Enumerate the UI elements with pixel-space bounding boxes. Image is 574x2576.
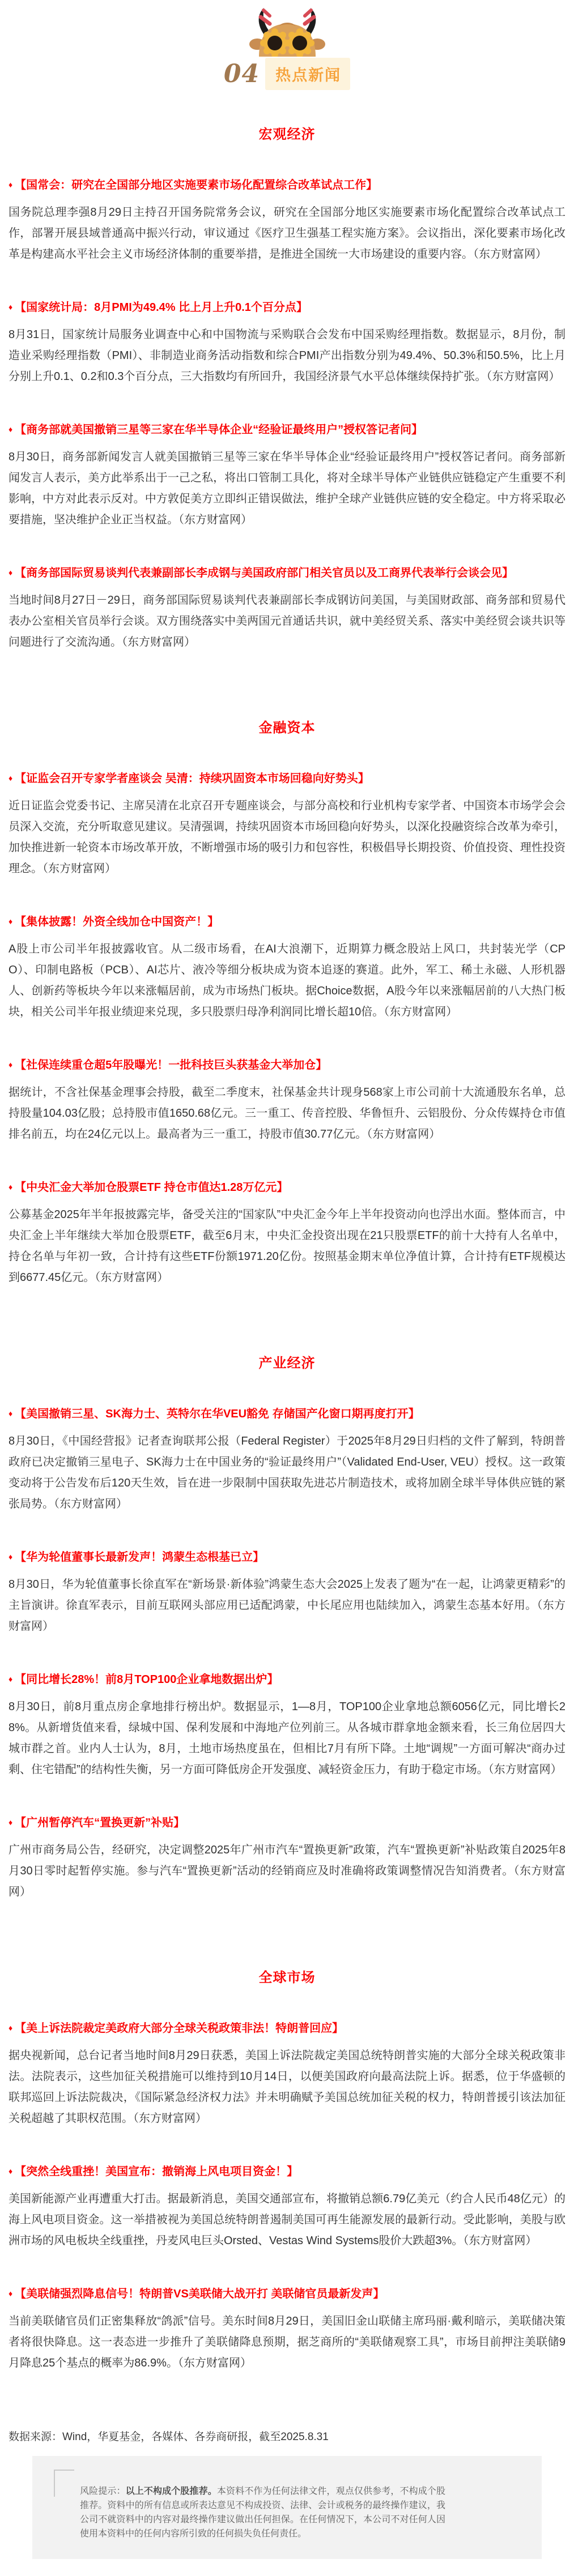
diamond-bullet-icon: ♦ [8,1674,13,1684]
news-section [8,1352,566,1903]
news-item [8,174,566,265]
news-item-heading [8,911,566,933]
news-item-body: 8月30日，《中国经营报》记者查询联邦公报（Federal Register）于2025年8月29日归档的文件了解到，特朗普政府已决定撤销三星电子、SK海力士在中国业务的“验证最终用户”（Validated End-User, VEU）授权。这一政策变动将于公告发布后120天生效，旨在进一步限制中国获取先进芯片制造技术，或将加剧全球半导体供应链的紧张局势。（东方财富网） [8,1435,566,1510]
news-item-heading [8,1054,566,1076]
news-item [8,1177,566,1288]
news-item-heading-text: 【同比增长28%！前8月TOP100企业拿地数据出炉】 [15,1673,279,1686]
news-item-body: 国务院总理李强8月29日主持召开国务院常务会议，研究在全国部分地区实施要素市场化配置综合改革试点工作，部署开展县域普通高中振兴行动，审议通过《医疗卫生强基工程实施方案》。会议指出，深化要素市场化改革是构建高水平社会主义市场经济体制的重要举措，是推进全国统一大市场建设的重要内容。（东方财富网） [8,206,566,260]
disclaimer-label: 风险提示： [80,2487,126,2496]
disclaimer-box [32,2456,542,2559]
diamond-bullet-icon: ♦ [8,1818,13,1827]
news-item [8,1547,566,1637]
news-section [8,1966,566,2374]
news-item-heading-text: 【集体披露！外资全线加仓中国资产！】 [15,916,219,928]
news-item-body: 广州市商务局公告，经研究，决定调整2025年广州市汽车“置换更新”政策，汽车“置换更新”补贴政策自2025年8月30日零时起暂停实施。参与汽车“置换更新”活动的经销商应及时准确将政策调整情况告知消费者。（东方财富网） [8,1844,566,1898]
news-item-body: 8月31日，国家统计局服务业调查中心和中国物流与采购联合会发布中国采购经理指数。数据显示，8月份，制造业采购经理指数（PMI）、非制造业商务活动指数和综合PMI产出指数分别为49.4%、50.3%和50.5%，比上月分别上升0.1、0.2和0.3个百分点，三大指数均有所回升，我国经济景气水平总体继续保持扩张。（东方财富网） [8,328,566,383]
news-item-heading [8,768,566,789]
news-item-heading [8,1403,566,1425]
news-item-heading-text: 【华为轮值董事长最新发声！鸿蒙生态根基已立】 [15,1551,265,1563]
news-item-heading-text: 【社保连续重仓超5年股曝光！一批科技巨头获基金大举加仓】 [15,1059,328,1071]
section-title: 宏观经济 [258,127,316,142]
section-title: 金融资本 [258,720,316,736]
news-section [8,716,566,1288]
news-item-body: 8月30日，商务部新闻发言人就美国撤销三星等三家在华半导体企业“经验证最终用户”授权答记者问。商务部新闻发言人表示，美方此举系出于一己之私，将出口管制工具化，将对全球半导体产业链供应链稳定产生重要不利影响，中方对此表示反对。中方敦促美方立即纠正错误做法，维护全球产业链供应链的安全稳定。中方将采取必要措施，坚决维护企业正当权益。（东方财富网） [8,451,566,526]
section-items [8,174,566,653]
news-item-heading [8,174,566,196]
section-title: 产业经济 [258,1356,316,1371]
news-item-heading [8,2018,566,2039]
section-items [8,1403,566,1903]
section-title: 全球市场 [258,1970,316,1985]
diamond-bullet-icon: ♦ [8,2023,13,2032]
news-item-heading [8,1177,566,1198]
news-item [8,1403,566,1515]
diamond-bullet-icon: ♦ [8,1182,13,1191]
news-item-heading-text: 【国家统计局：8月PMI为49.4% 比上月上升0.1个百分点】 [15,301,308,314]
news-item-heading-text: 【美上诉法院裁定美政府大部分全球关税政策非法！特朗普回应】 [15,2022,344,2035]
diamond-bullet-icon: ♦ [8,2167,13,2176]
data-source-line: 数据来源：Wind，华夏基金，各媒体、各券商研报，截至2025.8.31 [8,2431,329,2443]
news-item [8,911,566,1023]
corner-bracket-decoration [54,2470,74,2497]
news-item-body: 8月30日，华为轮值董事长徐直军在“新场景·新体验”鸿蒙生态大会2025上发表了题为“在一起，让鸿蒙更精彩”的主旨演讲。徐直军表示，目前互联网头部应用已适配鸿蒙，中长尾应用也陆续加入，鸿蒙生态基本好用。（东方财富网） [8,1578,566,1633]
news-item-body: 公募基金2025年半年报披露完毕，备受关注的“国家队”中央汇金今年上半年投资动向也浮出水面。整体而言，中央汇金上半年继续大举加仓股票ETF，截至6月末，中央汇金投资出现在21只股票ETF的前十大持有人名单中，持仓名单与年初一致，合计持有这些ETF份额1971.20亿份。按照基金期末单位净值计算，合计持有ETF规模达到6677.45亿元。（东方财富网） [8,1208,566,1284]
news-item [8,768,566,879]
page-header [8,58,566,90]
news-item [8,419,566,531]
news-item-heading [8,1547,566,1568]
news-item-heading-text: 【中央汇金大举加仓股票ETF 持仓市值达1.28万亿元】 [15,1181,288,1194]
diamond-bullet-icon: ♦ [8,917,13,926]
news-item-body: 美国新能源产业再遭重大打击。据最新消息，美国交通部宣布，将撤销总额6.79亿美元（约合人民币48亿元）的海上风电项目资金。这一举措被视为美国总统特朗普遏制美国可再生能源发展的最新行动。受此影响，美股与欧洲市场的风电板块全线重挫，丹麦风电巨头Orsted、Vestas Wind Systems股价大跌超3%。（东方财富网） [8,2193,566,2247]
news-item-heading-text: 【商务部国际贸易谈判代表兼副部长李成钢与美国政府部门相关官员以及工商界代表举行会谈会见】 [15,567,514,579]
diamond-bullet-icon: ♦ [8,1552,13,1561]
masthead [8,5,566,90]
news-item-heading [8,297,566,318]
news-item-heading [8,1812,566,1834]
news-item-body: 近日证监会党委书记、主席吴清在北京召开专题座谈会，与部分高校和行业机构专家学者、中国资本市场学会会员深入交流，充分听取意见建议。吴清强调，持续巩固资本市场回稳向好势头，以深化投融资综合改革为牵引，加快推进新一轮资本市场改革开放，不断增强市场的吸引力和包容性，积极倡导长期投资、价值投资、理性投资理念。（东方财富网） [8,800,566,875]
diamond-bullet-icon: ♦ [8,568,13,577]
news-item-heading [8,2283,566,2305]
news-item-heading [8,1669,566,1690]
sections-container [8,123,566,2374]
news-item-heading-text: 【突然全线重挫！美国宣布：撤销海上风电项目资金！】 [15,2165,299,2178]
news-item-body: A股上市公司半年报披露收官。从二级市场看，在AI大浪潮下，近期算力概念股站上风口，共封装光学（CPO）、印制电路板（PCB）、AI芯片、液冷等细分板块成为资本追逐的赛道。此外，军工、稀土永磁、人形机器人、创新药等板块今年以来涨幅居前，成为市场热门板块。据Choice数据，A股今年以来涨幅居前的八大热门板块，相关公司半年报业绩迎来兑现，多只股票归母净利润同比增长超10倍。（东方财富网） [8,943,566,1018]
news-item [8,1812,566,1903]
diamond-bullet-icon: ♦ [8,425,13,434]
news-section [8,123,566,653]
news-item [8,2161,566,2252]
news-item-heading-text: 【广州暂停汽车“置换更新”补贴】 [15,1817,185,1829]
disclaimer-rest: 本资料不作为任何法律文件，观点仅供参考，不构成个股推荐。资料中的所有信息或所表达意见不构成投资、法律、会计或税务的最终操作建议，我公司不就资料中的内容对最终操作建议做出任何担保。在任何情况下，本公司不对任何人因使用本资料中的任何内容所引致的任何损失负任何责任。 [80,2487,445,2539]
news-item-heading-text: 【国常会：研究在全国部分地区实施要素市场化配置综合改革试点工作】 [15,179,378,191]
section-items [8,768,566,1288]
news-item-heading [8,562,566,584]
diamond-bullet-icon: ♦ [8,1060,13,1069]
news-item-heading-text: 【美联储强烈降息信号！特朗普VS美联储大战开打 美联储官员最新发声】 [15,2288,385,2300]
news-item-heading-text: 【美国撤销三星、SK海力士、英特尔在华VEU豁免 存储国产化窗口期再度打开】 [15,1408,420,1420]
news-item-heading [8,419,566,441]
news-item [8,1669,566,1780]
section-items [8,2018,566,2374]
news-item-body: 8月30日，前8月重点房企拿地排行榜出炉。数据显示，1—8月，TOP100企业拿地总额6056亿元，同比增长28%。从新增货值来看，绿城中国、保利发展和中海地产位列前三。从各城市群拿地金额来看，长三角位居四大城市群之首。业内人士认为，8月，土地市场热度虽在，但相比7月有所下降。土地“调规”一方面可解决“商办过剩、住宅错配”的结构性失衡，另一方面可降低房企开发强度、减轻资金压力，有助于稳定市场。（东方财富网） [8,1701,566,1776]
news-item [8,2018,566,2129]
news-item-heading-text: 【证监会召开专家学者座谈会 吴清：持续巩固资本市场回稳向好势头】 [15,772,369,785]
diamond-bullet-icon: ♦ [8,302,13,311]
news-item-body: 当地时间8月27日－29日，商务部国际贸易谈判代表兼副部长李成钢访问美国，与美国财政部、商务部和贸易代表办公室相关官员举行会谈。双方围绕落实中美两国元首通话共识，就中美经贸关系、落实中美经贸会谈共识等问题进行了交流沟通。（东方财富网） [8,594,566,648]
section-number: 04 [223,59,260,88]
news-item-body: 据央视新闻，总台记者当地时间8月29日获悉，美国上诉法院裁定美国总统特朗普实施的大部分全球关税政策非法。法院表示，这些加征关税措施可以维持到10月14日，以便美国政府向最高法院上诉。据悉，位于华盛顿的联邦巡回上诉法院裁决，《国际紧急经济权力法》并未明确赋予美国总统加征关税的权力，特朗普援引该法加征关税超越了其职权范围。（东方财富网） [8,2049,566,2125]
news-item-heading-text: 【商务部就美国撤销三星等三家在华半导体企业“经验证最终用户”授权答记者问】 [15,424,423,436]
page-title: 热点新闻 [265,58,350,90]
news-item [8,297,566,387]
diamond-bullet-icon: ♦ [8,774,13,783]
disclaimer-bold: 以上不构成个股推荐。 [125,2487,217,2496]
diamond-bullet-icon: ♦ [8,180,13,189]
news-item-body: 据统计，不含社保基金理事会持股，截至二季度末，社保基金共计现身568家上市公司前十大流通股东名单，总持股量104.03亿股；总持股市值1650.68亿元。三一重工、传音控股、华鲁恒升、云铝股份、分众传媒持仓市值排名前五，均在24亿元以上。最高者为三一重工，持股市值30.77亿元。（东方财富网） [8,1086,566,1140]
news-item [8,1054,566,1145]
news-item-body: 当前美联储官员们正密集释放“鸽派”信号。美东时间8月29日，美国旧金山联储主席玛丽·戴利暗示，美联储决策者将很快降息。这一表态进一步推升了美联储降息预期，据芝商所的“美联储观察工具”，市场目前押注美联储9月降息25个基点的概率为86.9%。（东方财富网） [8,2315,566,2369]
diamond-bullet-icon: ♦ [8,1409,13,1418]
bull-mascot-image [8,5,566,57]
news-item [8,2283,566,2374]
diamond-bullet-icon: ♦ [8,2289,13,2298]
news-item-heading [8,2161,566,2182]
disclaimer-text [80,2484,445,2541]
news-item [8,562,566,653]
